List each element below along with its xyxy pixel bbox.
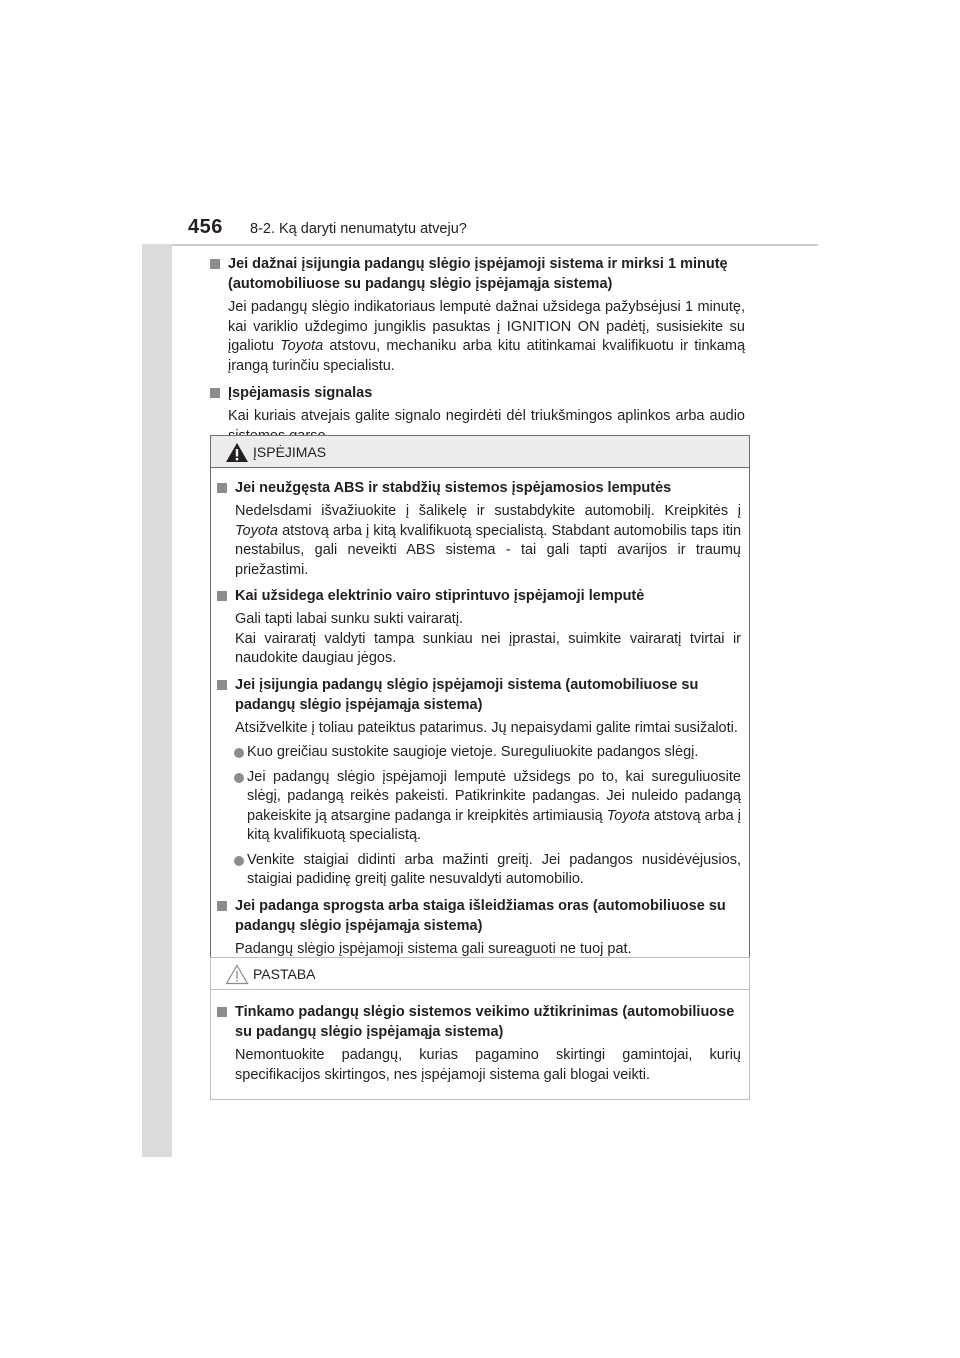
warning-item-eps xyxy=(217,586,741,669)
caution-outline-triangle-icon xyxy=(225,964,249,985)
main-content xyxy=(210,254,745,446)
square-bullet-icon xyxy=(217,591,227,601)
round-bullet-icon xyxy=(234,856,244,866)
warning-triangle-icon xyxy=(225,442,249,463)
brand-name: Toyota xyxy=(280,338,324,354)
note-item xyxy=(217,1002,741,1085)
section-frequent-tpms xyxy=(210,254,745,376)
page-side-strip xyxy=(142,200,172,1157)
square-bullet-icon xyxy=(217,901,227,911)
header-rule xyxy=(172,244,818,246)
brand-name: Toyota xyxy=(235,522,278,539)
paragraph: Atsižvelkite į toliau pateiktus patarimus. Jų nepaisydami galite rimtai susižaloti. xyxy=(235,719,738,736)
note-box-body xyxy=(211,990,749,1099)
warning-box-body xyxy=(211,468,749,967)
warning-item-abs xyxy=(217,478,741,580)
paragraph: Padangų slėgio įspėjamoji sistema gali sureaguoti ne tuoj pat. xyxy=(235,940,632,957)
square-bullet-icon xyxy=(217,680,227,690)
warning-box xyxy=(210,435,750,968)
section-heading xyxy=(210,383,745,403)
item-heading: Jei įsijungia padangų slėgio įspėjamoji sistema (automobiliuose su padangų slėgio įspėjamąja sistema) xyxy=(217,675,741,715)
section-title: 8-2. Ką daryti nenumatytu atveju? xyxy=(250,221,467,237)
heading-text: Jei dažnai įsijungia padangų slėgio įspėjamoji sistema ir mirksi 1 minutę (automobiliuose su padangų slėgio įspėjamąja sistema) xyxy=(228,256,728,292)
item-heading: Tinkamo padangų slėgio sistemos veikimo užtikrinimas (automobiliuose su padangų slėgio įspėjamąja sistema) xyxy=(217,1002,741,1042)
list-item: Venkite staigiai didinti arba mažinti greitį. Jei padangos nusidėvėjusios, staigiai padidinę greitį galite nesuvaldyti automobilio. xyxy=(217,851,741,890)
warning-box-header xyxy=(211,436,749,468)
square-bullet-icon xyxy=(217,1007,227,1017)
paragraph: Jei padangų slėgio indikatoriaus lemputė dažnai užsidega pažybsėjusi 1 minutę, kai variklio uždegimo jungiklis pasuktas į IGNITION ON padėtį, susisiekite su įgaliotu Toyota atstovu, mechaniku arba kitu atitinkamai kvalifikuotu ir tinkamą įrangą turinčiu specialistu. xyxy=(228,299,746,374)
round-bullet-icon xyxy=(234,773,244,783)
item-heading: Jei neužgęsta ABS ir stabdžių sistemos įspėjamosios lemputės xyxy=(217,478,741,498)
note-label: PASTABA xyxy=(253,966,316,982)
brand-name: Toyota xyxy=(606,807,650,824)
paragraph: Gali tapti labai sunku sukti vairaratį. Kai vairaratį valdyti tampa sunkiau nei įprastai, suimkite vairaratį tvirtai ir naudokite daugiau jėgos. xyxy=(235,611,741,666)
item-heading: Kai užsidega elektrinio vairo stiprintuvo įspėjamoji lemputė xyxy=(217,586,741,606)
list-item: Jei padangų slėgio įspėjamoji lemputė užsidegs po to, kai sureguliuosite slėgį, padangą reikės pakeisti. Patikrinkite padangas. Jei nuleido padangą pakeiskite ją atsargine padanga ir kreipkitės artimiausią Toyota atstovą arba į kitą kvalifikuotą specialistą. xyxy=(217,768,741,846)
round-bullet-icon xyxy=(234,748,244,758)
paragraph: Nemontuokite padangų, kurias pagamino skirtingi gamintojai, kurių specifikacijos skirtingos, nes įspėjamoji sistema gali blogai veikti. xyxy=(235,1047,741,1083)
paragraph: Nedelsdami išvažiuokite į šalikelę ir sustabdykite automobilį. Kreipkitės į Toyota atstovą arba į kitą kvalifikuotą specialistą. Stabdant automobilis taps itin nestabilus, gali neveikti ABS sistema - tai gali tapti avarijos ir traumų priežastimi. xyxy=(235,503,742,578)
item-heading: Jei padanga sprogsta arba staiga išleidžiamas oras (automobiliuose su padangų slėgio įspėjamąja sistema) xyxy=(217,896,741,936)
list-item: Kuo greičiau sustokite saugioje vietoje. Sureguliuokite padangos slėgį. xyxy=(217,743,741,763)
heading-text: Įspėjamasis signalas xyxy=(228,385,373,401)
warning-item-blowout xyxy=(217,896,741,960)
warning-label: ĮSPĖJIMAS xyxy=(253,444,327,460)
square-bullet-icon xyxy=(210,388,220,398)
page-number: 456 xyxy=(188,216,223,238)
paragraph: Kai kuriais atvejais galite signalo negirdėti dėl triukšmingos aplinkos arba audio xyxy=(228,408,745,424)
square-bullet-icon xyxy=(210,259,220,269)
note-box-header xyxy=(211,958,749,990)
section-heading xyxy=(210,254,745,294)
note-box xyxy=(210,957,750,1100)
square-bullet-icon xyxy=(217,483,227,493)
header-band xyxy=(142,200,818,244)
warning-item-tpms xyxy=(217,675,741,890)
